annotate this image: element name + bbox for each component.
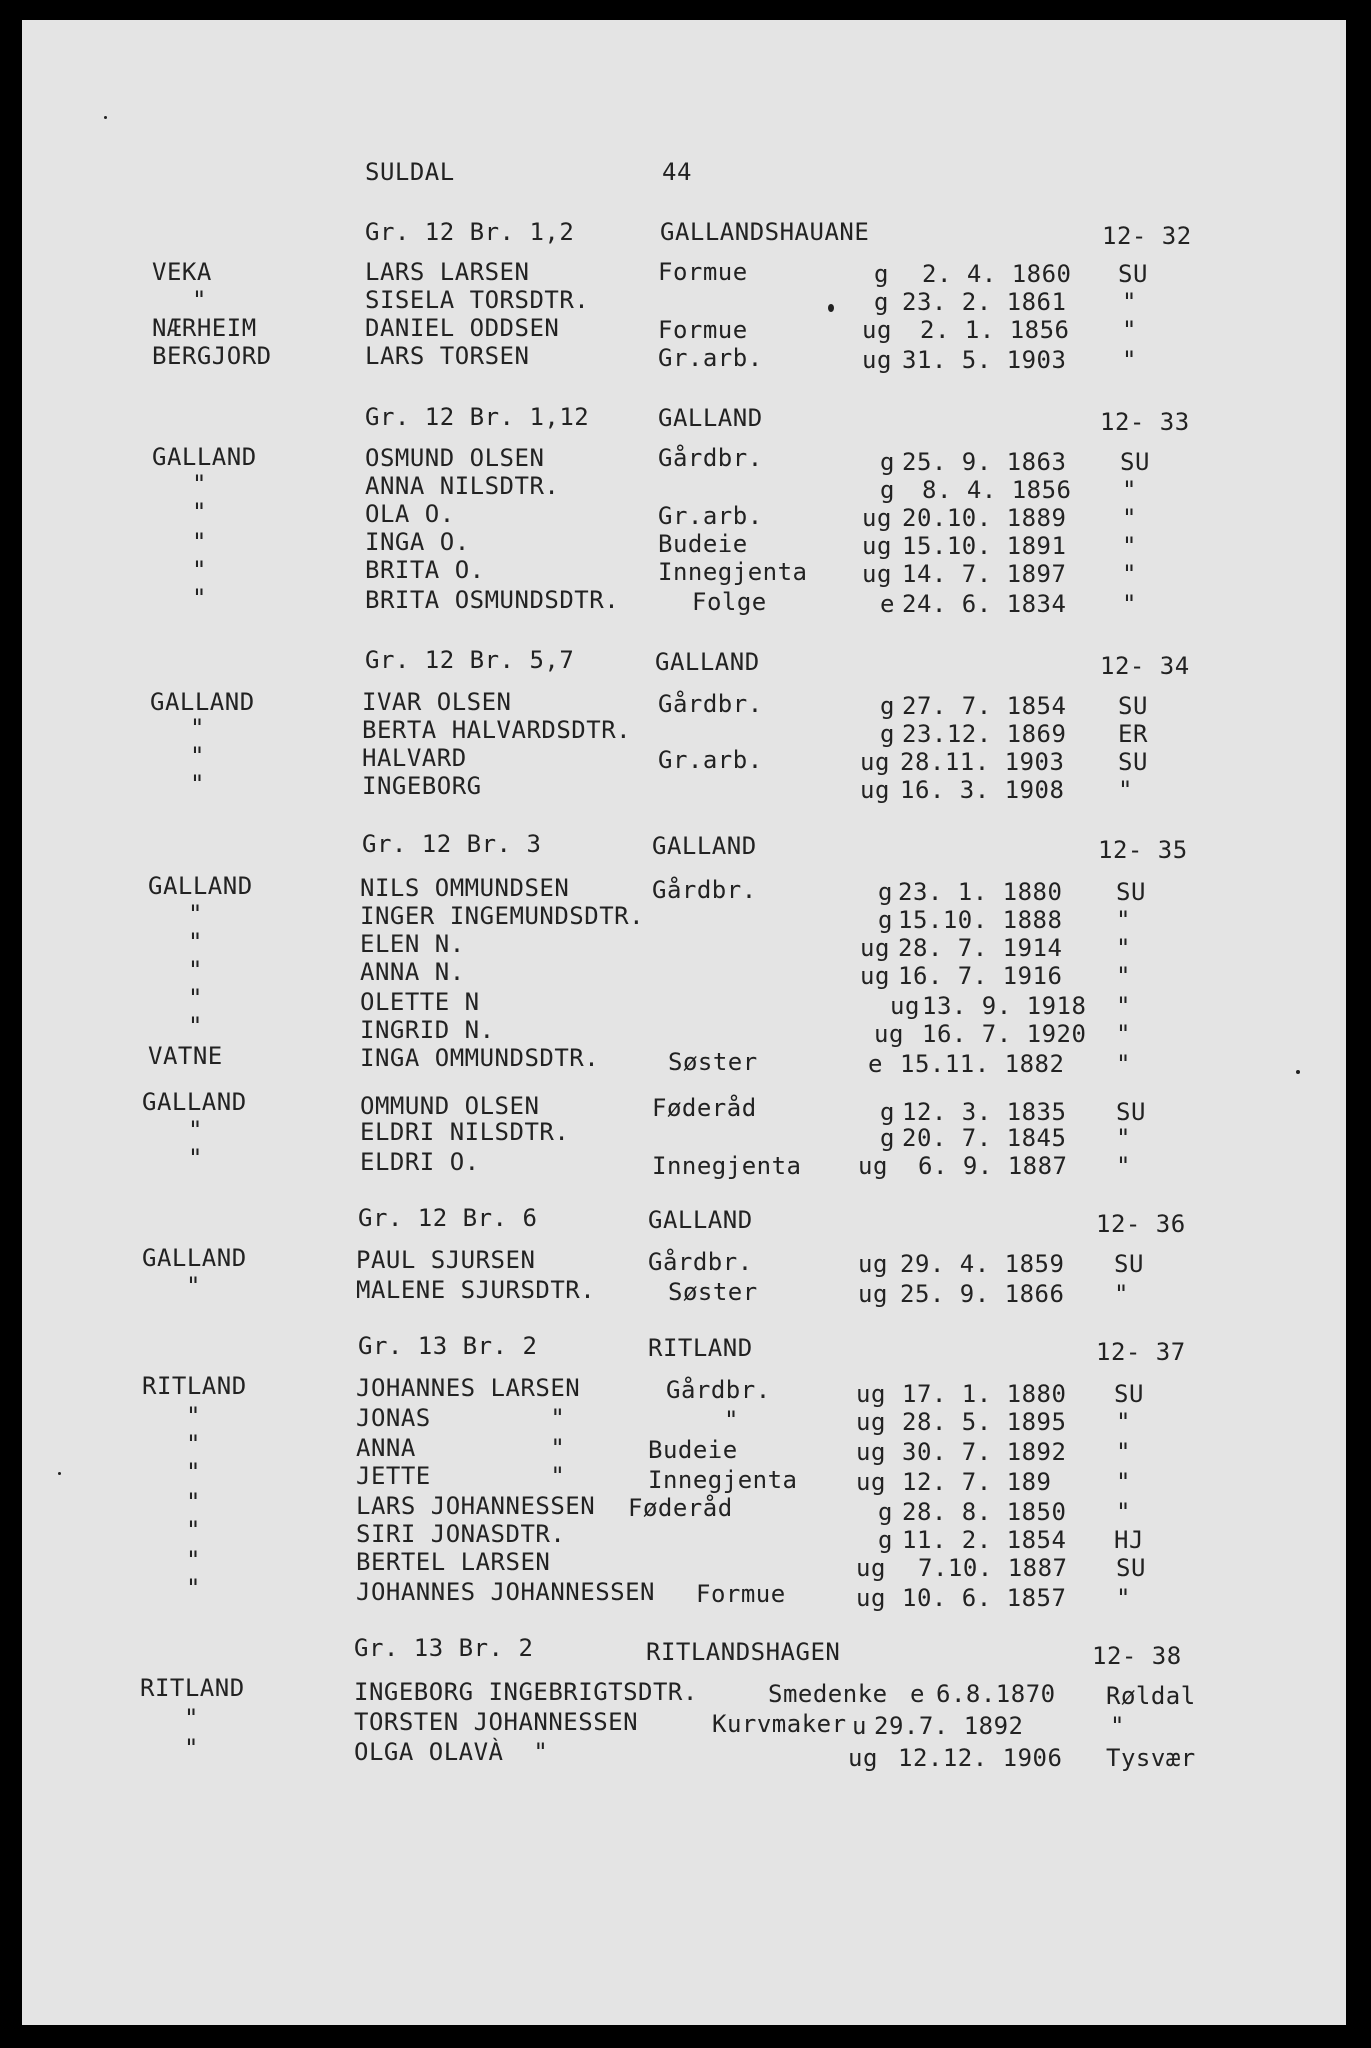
date-cell: 16. 3. 1908 — [900, 776, 1065, 804]
role-cell: Gr.arb. — [658, 344, 763, 372]
place-cell: " — [1122, 316, 1137, 344]
farm-cell: GALLAND — [148, 872, 253, 900]
date-cell: 20.10. 1889 — [902, 504, 1067, 532]
group-heading-farm: GALLAND — [655, 648, 760, 676]
farm-cell: " — [188, 900, 203, 928]
status-cell: ug — [856, 1468, 886, 1496]
name-cell: OLETTE N — [360, 988, 480, 1016]
group-heading-farm: GALLAND — [658, 404, 763, 432]
name-cell: PAUL SJURSEN — [356, 1246, 536, 1274]
status-cell: g — [880, 1098, 895, 1126]
place-cell: " — [1116, 992, 1131, 1020]
date-cell: 12. 7. 189 — [902, 1468, 1052, 1496]
date-cell: 25. 9. 1863 — [902, 448, 1067, 476]
place-cell: " — [1116, 906, 1131, 934]
place-cell: " — [1122, 346, 1137, 374]
place-cell: " — [1116, 1124, 1131, 1152]
place-cell: SU — [1116, 878, 1146, 906]
status-cell: g — [878, 878, 893, 906]
place-cell: SU — [1118, 748, 1148, 776]
farm-cell: RITLAND — [140, 1674, 245, 1702]
group-heading-gr: Gr. 12 Br. 1,12 — [365, 403, 590, 431]
farm-cell: " — [190, 742, 205, 770]
group-heading-gr: Gr. 13 Br. 2 — [358, 1332, 538, 1360]
farm-cell: RITLAND — [142, 1372, 247, 1400]
name-cell: INGEBORG — [362, 772, 482, 800]
name-cell: OSMUND OLSEN — [365, 444, 545, 472]
status-cell: ug — [862, 532, 892, 560]
role-cell: Søster — [668, 1278, 758, 1306]
farm-cell: VATNE — [148, 1042, 223, 1070]
place-cell: SU — [1120, 448, 1150, 476]
farm-cell: " — [192, 528, 207, 556]
name-cell: ANNA N. — [360, 958, 465, 986]
farm-cell: " — [188, 928, 203, 956]
place-cell: SU — [1114, 1250, 1144, 1278]
status-cell: ug — [860, 776, 890, 804]
date-cell: 15.10. 1891 — [902, 532, 1067, 560]
place-cell: " — [1116, 1408, 1131, 1436]
date-cell: 8. 4. 1856 — [922, 476, 1072, 504]
status-cell: ug — [858, 1280, 888, 1308]
place-cell: SU — [1118, 692, 1148, 720]
group-heading-gr: Gr. 13 Br. 2 — [354, 1634, 534, 1662]
name-cell: MALENE SJURSDTR. — [356, 1276, 596, 1304]
date-cell: 23. 2. 1861 — [902, 288, 1067, 316]
status-cell: ug — [856, 1584, 886, 1612]
status-cell: ug — [858, 1152, 888, 1180]
role-cell: Gårdbr. — [658, 444, 763, 472]
ink-speck — [828, 304, 834, 312]
farm-cell: " — [186, 1272, 201, 1300]
status-cell: ug — [858, 1250, 888, 1278]
group-heading-farm: GALLANDSHAUANE — [660, 218, 870, 246]
group-heading-farm: RITLANDSHAGEN — [646, 1638, 841, 1666]
date-cell: 12.12. 1906 — [898, 1744, 1063, 1772]
farm-cell: " — [186, 1488, 201, 1516]
place-cell: SU — [1114, 1380, 1144, 1408]
name-cell: ELDRI NILSDTR. — [360, 1118, 570, 1146]
date-cell: 29. 4. 1859 — [900, 1250, 1065, 1278]
date-cell: 15.10. 1888 — [898, 906, 1063, 934]
farm-cell: " — [190, 714, 205, 742]
ink-speck — [58, 1472, 61, 1475]
date-cell: 28. 5. 1895 — [902, 1408, 1067, 1436]
status-cell: g — [880, 692, 895, 720]
farm-cell: " — [188, 956, 203, 984]
place-cell: " — [1122, 504, 1137, 532]
name-cell: INGA O. — [365, 528, 470, 556]
role-cell: Gr.arb. — [658, 746, 763, 774]
role-cell: Søster — [668, 1048, 758, 1076]
place-cell: " — [1116, 962, 1131, 990]
name-cell: NILS OMMUNDSEN — [360, 874, 570, 902]
date-cell: 16. 7. 1920 — [922, 1020, 1087, 1048]
place-cell: " — [1116, 1020, 1131, 1048]
name-cell: INGRID N. — [360, 1016, 495, 1044]
date-cell: 15.11. 1882 — [900, 1050, 1065, 1078]
name-cell: TORSTEN JOHANNESSEN — [354, 1708, 639, 1736]
date-cell: 30. 7. 1892 — [902, 1438, 1067, 1466]
name-cell: INGEBORG INGEBRIGTSDTR. — [354, 1678, 698, 1706]
status-cell: g — [880, 1124, 895, 1152]
name-cell: OMMUND OLSEN — [360, 1092, 540, 1120]
status-cell: g — [878, 906, 893, 934]
status-cell: ug — [848, 1744, 878, 1772]
status-cell: ug — [862, 316, 892, 344]
name-cell: BERTA HALVARDSDTR. — [362, 716, 632, 744]
farm-cell: GALLAND — [142, 1244, 247, 1272]
date-cell: 23.12. 1869 — [902, 720, 1067, 748]
place-cell: " — [1116, 1498, 1131, 1526]
farm-cell: " — [186, 1574, 201, 1602]
role-cell: Føderåd — [652, 1094, 757, 1122]
status-cell: g — [880, 448, 895, 476]
farm-cell: NÆRHEIM — [152, 314, 257, 342]
role-cell: Gårdbr. — [652, 876, 757, 904]
document-page — [22, 20, 1346, 2025]
group-heading-farm: RITLAND — [648, 1334, 753, 1362]
date-cell: 17. 1. 1880 — [902, 1380, 1067, 1408]
date-cell: 7.10. 1887 — [918, 1554, 1068, 1582]
farm-cell: " — [186, 1430, 201, 1458]
role-cell: Budeie — [658, 530, 748, 558]
place-cell: SU — [1116, 1098, 1146, 1126]
date-cell: 20. 7. 1845 — [902, 1124, 1067, 1152]
place-cell: " — [1122, 590, 1137, 618]
place-cell: " — [1116, 934, 1131, 962]
role-cell: Folge — [692, 588, 767, 616]
status-cell: ug — [860, 748, 890, 776]
status-cell: ug — [874, 1020, 904, 1048]
place-cell: Tysvær — [1106, 1744, 1196, 1772]
place-cell: HJ — [1114, 1526, 1144, 1554]
status-cell: ug — [860, 962, 890, 990]
name-cell: JONAS " — [356, 1404, 566, 1432]
farm-cell: " — [188, 1116, 203, 1144]
group-heading-gr: Gr. 12 Br. 5,7 — [365, 646, 575, 674]
farm-cell: " — [188, 1144, 203, 1172]
place-cell: SU — [1116, 1554, 1146, 1582]
status-cell: ug — [890, 992, 920, 1020]
place-cell: " — [1122, 532, 1137, 560]
status-cell: u — [852, 1712, 867, 1740]
name-cell: BRITA O. — [365, 556, 485, 584]
status-cell: e — [910, 1680, 925, 1708]
date-cell: 28. 8. 1850 — [902, 1498, 1067, 1526]
group-heading-code: 12- 37 — [1096, 1338, 1186, 1366]
group-heading-code: 12- 32 — [1102, 222, 1192, 250]
place-cell: " — [1122, 560, 1137, 588]
date-cell: 16. 7. 1916 — [898, 962, 1063, 990]
farm-cell: " — [188, 984, 203, 1012]
name-cell: JOHANNES JOHANNESSEN — [356, 1578, 655, 1606]
farm-cell: " — [192, 556, 207, 584]
group-heading-code: 12- 35 — [1098, 836, 1188, 864]
role-cell: Føderåd — [628, 1494, 733, 1522]
place-cell: " — [1110, 1712, 1125, 1740]
status-cell: g — [878, 1526, 893, 1554]
farm-cell: " — [188, 1012, 203, 1040]
farm-cell: " — [186, 1516, 201, 1544]
place-heading: SULDAL — [365, 158, 455, 186]
place-cell: " — [1116, 1584, 1131, 1612]
role-cell: Gårdbr. — [658, 690, 763, 718]
place-cell: ER — [1118, 720, 1148, 748]
role-cell: Formue — [696, 1580, 786, 1608]
group-heading-code: 12- 38 — [1092, 1642, 1182, 1670]
date-cell: 10. 6. 1857 — [902, 1584, 1067, 1612]
ink-speck — [104, 116, 107, 119]
status-cell: g — [874, 260, 889, 288]
date-cell: 2. 1. 1856 — [920, 316, 1070, 344]
place-cell: " — [1116, 1050, 1131, 1078]
farm-cell: GALLAND — [142, 1088, 247, 1116]
date-cell: 6. 9. 1887 — [918, 1152, 1068, 1180]
name-cell: ANNA " — [356, 1434, 566, 1462]
place-cell: " — [1122, 476, 1137, 504]
name-cell: INGA OMMUNDSDTR. — [360, 1044, 600, 1072]
date-cell: 25. 9. 1866 — [900, 1280, 1065, 1308]
farm-cell: " — [190, 770, 205, 798]
name-cell: BERTEL LARSEN — [356, 1548, 551, 1576]
status-cell: ug — [856, 1554, 886, 1582]
group-heading-code: 12- 36 — [1096, 1210, 1186, 1238]
page-number: 44 — [662, 158, 692, 186]
farm-cell: " — [184, 1734, 199, 1762]
status-cell: g — [880, 720, 895, 748]
group-heading-farm: GALLAND — [648, 1206, 753, 1234]
name-cell: JOHANNES LARSEN — [356, 1374, 581, 1402]
place-cell: Røldal — [1106, 1682, 1196, 1710]
status-cell: e — [868, 1050, 883, 1078]
name-cell: IVAR OLSEN — [362, 688, 512, 716]
role-cell: Innegjenta — [652, 1152, 802, 1180]
name-cell: ELEN N. — [360, 930, 465, 958]
date-cell: 6.8.1870 — [936, 1680, 1056, 1708]
status-cell: ug — [856, 1408, 886, 1436]
place-cell: " — [1116, 1468, 1131, 1496]
name-cell: SIRI JONASDTR. — [356, 1520, 566, 1548]
status-cell: g — [878, 1498, 893, 1526]
status-cell: e — [880, 590, 895, 618]
farm-cell: " — [192, 498, 207, 526]
place-cell: " — [1116, 1152, 1131, 1180]
farm-cell: GALLAND — [150, 688, 255, 716]
group-heading-gr: Gr. 12 Br. 3 — [362, 830, 542, 858]
name-cell: OLGA OLAVÀ " — [354, 1738, 549, 1766]
date-cell: 13. 9. 1918 — [922, 992, 1087, 1020]
farm-cell: " — [192, 470, 207, 498]
name-cell: HALVARD — [362, 744, 467, 772]
role-cell: Innegjenta — [648, 1466, 798, 1494]
group-heading-code: 12- 34 — [1100, 652, 1190, 680]
place-cell: " — [1116, 1438, 1131, 1466]
farm-cell: VEKA — [152, 258, 212, 286]
role-cell: Gårdbr. — [648, 1248, 753, 1276]
name-cell: ANNA NILSDTR. — [365, 472, 560, 500]
name-cell: LARS JOHANNESSEN — [356, 1492, 596, 1520]
role-cell: Formue — [658, 258, 748, 286]
name-cell: DANIEL ODDSEN — [365, 314, 560, 342]
date-cell: 28.11. 1903 — [900, 748, 1065, 776]
place-cell: SU — [1118, 260, 1148, 288]
name-cell: ELDRI O. — [360, 1148, 480, 1176]
date-cell: 27. 7. 1854 — [902, 692, 1067, 720]
group-heading-code: 12- 33 — [1100, 408, 1190, 436]
status-cell: ug — [860, 934, 890, 962]
name-cell: SISELA TORSDTR. — [365, 286, 590, 314]
status-cell: g — [874, 288, 889, 316]
farm-cell: " — [192, 584, 207, 612]
date-cell: 14. 7. 1897 — [902, 560, 1067, 588]
role-cell: Gr.arb. — [658, 502, 763, 530]
farm-cell: " — [186, 1546, 201, 1574]
status-cell: ug — [862, 346, 892, 374]
farm-cell: " — [186, 1458, 201, 1486]
date-cell: 29.7. 1892 — [874, 1712, 1024, 1740]
status-cell: ug — [862, 504, 892, 532]
name-cell: LARS LARSEN — [365, 258, 530, 286]
name-cell: LARS TORSEN — [365, 342, 530, 370]
ink-speck — [1296, 1070, 1300, 1074]
date-cell: 24. 6. 1834 — [902, 590, 1067, 618]
status-cell: ug — [856, 1380, 886, 1408]
group-heading-gr: Gr. 12 Br. 6 — [358, 1204, 538, 1232]
status-cell: g — [880, 476, 895, 504]
date-cell: 11. 2. 1854 — [902, 1526, 1067, 1554]
role-cell: " — [724, 1406, 739, 1434]
name-cell: OLA O. — [365, 500, 455, 528]
date-cell: 23. 1. 1880 — [898, 878, 1063, 906]
name-cell: INGER INGEMUNDSDTR. — [360, 902, 645, 930]
date-cell: 2. 4. 1860 — [922, 260, 1072, 288]
date-cell: 12. 3. 1835 — [902, 1098, 1067, 1126]
role-cell: Gårdbr. — [666, 1376, 771, 1404]
place-cell: " — [1118, 776, 1133, 804]
role-cell: Smedenke — [768, 1680, 888, 1708]
place-cell: " — [1122, 288, 1137, 316]
status-cell: ug — [862, 560, 892, 588]
name-cell: JETTE " — [356, 1462, 566, 1490]
role-cell: Formue — [658, 316, 748, 344]
status-cell: ug — [856, 1438, 886, 1466]
date-cell: 28. 7. 1914 — [898, 934, 1063, 962]
role-cell: Kurvmaker — [712, 1710, 847, 1738]
date-cell: 31. 5. 1903 — [902, 346, 1067, 374]
role-cell: Innegjenta — [658, 558, 808, 586]
role-cell: Budeie — [648, 1436, 738, 1464]
name-cell: BRITA OSMUNDSDTR. — [365, 586, 620, 614]
farm-cell: BERGJORD — [152, 342, 272, 370]
farm-cell: " — [186, 1402, 201, 1430]
farm-cell: GALLAND — [152, 443, 257, 471]
group-heading-gr: Gr. 12 Br. 1,2 — [365, 218, 575, 246]
group-heading-farm: GALLAND — [652, 832, 757, 860]
place-cell: " — [1114, 1280, 1129, 1308]
farm-cell: " — [184, 1704, 199, 1732]
farm-cell: " — [192, 286, 207, 314]
